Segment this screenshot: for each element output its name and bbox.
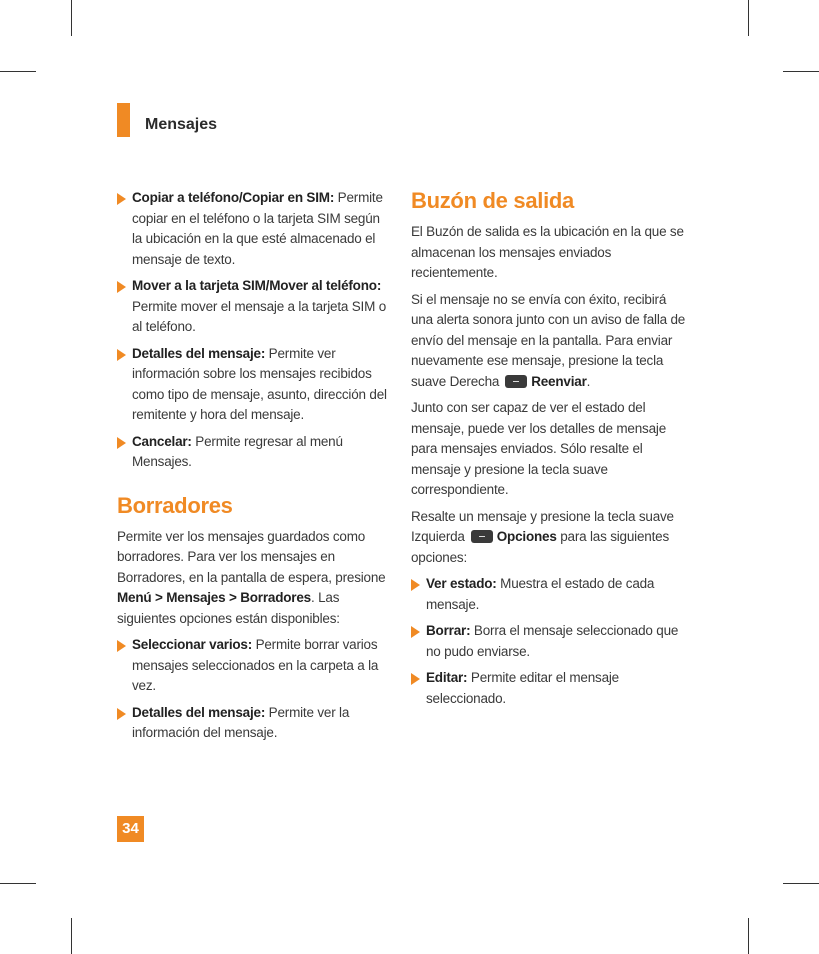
bullet-arrow-icon [117,193,126,205]
item-text: Borra el mensaje seleccionado que no pudo enviarse. [426,623,679,659]
softkey-label: Reenviar [531,373,587,389]
list-item [411,668,686,709]
menu-path: Menú > Mensajes > Borradores [117,590,311,605]
bullet-arrow-icon [117,437,126,449]
right-softkey-icon [505,375,527,388]
list-item [117,188,392,270]
item-term: Cancelar: [132,433,192,449]
paragraph [411,290,686,393]
item-text: Permite borrar varios mensajes seleccionados en la carpeta a la vez. [132,637,379,693]
section-tab-marker [117,103,130,137]
list-item [117,635,392,697]
bullet-arrow-icon [117,281,126,293]
paragraph-text: Si el mensaje no se envía con éxito, recibirá una alerta sonora junto con un aviso de falla de envío del mensaje en la pantalla. Para enviar nuevamente ese mensaje, presione la tecla suave Derecha [411,291,686,389]
intro-text: . Las siguientes opciones están disponibles: [117,590,340,626]
item-text: Permite ver información sobre los mensajes recibidos como tipo de mensaje, asunto, dirección del remitente y hora del mensaje. [132,345,387,422]
item-text: Permite regresar al menú Mensajes. [132,433,343,469]
paragraph [411,507,686,569]
paragraph: Junto con ser capaz de ver el estado del mensaje, puede ver los detalles de mensaje para mensajes enviados. Sólo resalte el mensaje y presione la tecla suave correspondiente. [411,400,667,497]
paragraph-text: Resalte un mensaje y presione la tecla suave Izquierda [411,508,674,544]
bullet-arrow-icon [411,626,420,638]
borradores-heading: Borradores [117,492,233,518]
item-text: Permite copiar en el teléfono o la tarjeta SIM según la ubicación en la que esté almacenado el mensaje de texto. [132,190,383,267]
left-softkey-icon [471,530,493,543]
list-item [411,574,686,615]
list-item [117,276,392,338]
item-term: Editar: [426,670,468,685]
item-term: Seleccionar varios: [132,637,253,652]
item-term: Borrar: [426,623,471,638]
page-number: 34 [117,816,144,842]
crop-mark [0,71,36,72]
section-title: Mensajes [145,116,218,133]
crop-mark [783,71,819,72]
item-text: Permite editar el mensaje seleccionado. [426,670,619,706]
paragraph-text: . [586,373,591,389]
item-term: Detalles del mensaje: [132,704,266,720]
crop-mark [748,0,749,36]
paragraph: El Buzón de salida es la ubicación en la que se almacenan los mensajes enviados recientemente. [411,224,684,280]
buzon-heading: Buzón de salida [411,188,574,213]
item-term: Mover a la tarjeta SIM/Mover al teléfono: [132,278,382,293]
item-text: Permite ver la información del mensaje. [132,704,350,740]
crop-mark [71,0,72,36]
bullet-arrow-icon [117,708,126,720]
right-column [411,188,686,715]
crop-mark [0,883,36,884]
list-item [117,432,392,473]
left-column [117,188,392,750]
list-item [117,703,392,744]
bullet-arrow-icon [117,640,126,652]
list-item [117,344,392,426]
bullet-arrow-icon [411,673,420,685]
crop-mark [783,883,819,884]
item-text: Permite mover el mensaje a la tarjeta SIM o al teléfono. [132,298,387,334]
crop-mark [748,918,749,954]
item-term: Copiar a teléfono/Copiar en SIM: [132,190,335,205]
crop-mark [71,918,72,954]
item-text: Muestra el estado de cada mensaje. [426,576,655,612]
bullet-arrow-icon [411,579,420,591]
item-term: Ver estado: [426,576,497,591]
list-item [411,621,686,662]
borradores-intro [117,527,392,630]
softkey-label: Opciones [496,529,557,544]
paragraph-text: para las siguientes opciones: [411,529,669,565]
intro-text: Permite ver los mensajes guardados como borradores. Para ver los mensajes en Borradores, en la pantalla de espera, presione [117,528,386,585]
item-term: Detalles del mensaje: [132,345,266,361]
bullet-arrow-icon [117,349,126,361]
